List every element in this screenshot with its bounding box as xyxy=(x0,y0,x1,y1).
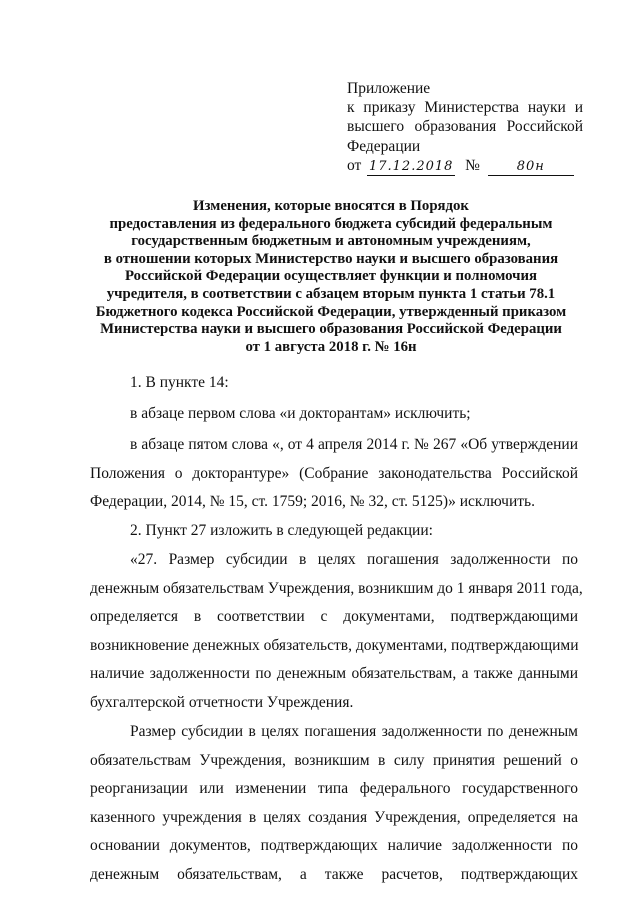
handwritten-order-number: 80н xyxy=(488,159,574,176)
paragraph-line: основании документов, подтверждающих наличие задолженности по xyxy=(90,837,578,854)
paragraph-line: бухгалтерской отчетности Учреждения. xyxy=(90,693,354,711)
paragraph-line: Размер субсидии в целях погашения задолженности по денежным xyxy=(130,723,578,740)
paragraph-text: 2. Пункт 27 изложить в следующей редакции: xyxy=(130,522,433,539)
title-line: Бюджетного кодекса Российской Федерации, утвержденный приказом xyxy=(95,303,567,320)
paragraph-line: денежным обязательствам, а также расчетов, подтверждающих xyxy=(90,865,578,883)
paragraph-abzac-fifth xyxy=(90,431,578,517)
title-line: государственным бюджетным и автономным учреждениям, xyxy=(131,233,531,250)
paragraph-line: в абзаце пятом слова «, от 4 апреля 2014 г. № 267 «Об утверждении xyxy=(130,436,578,453)
paragraph-line: Федерации, 2014, № 15, ст. 1759; 2016, № 32, ст. 5125)» исключить. xyxy=(90,493,535,510)
paragraph-text: в абзаце первом слова «и докторантам» исключить; xyxy=(130,405,471,422)
appendix-ministry-line: высшего образования Российской xyxy=(347,118,583,136)
paragraph-item-1 xyxy=(90,369,578,398)
paragraph-item-27 xyxy=(90,546,583,717)
title-line: учредителя, в соответствии с абзацем вторым пункта 1 статьи 78.1 xyxy=(106,285,556,302)
title-line: предоставления из федерального бюджета субсидий федеральным xyxy=(109,215,553,232)
title-line: Изменения, которые вносятся в Порядок xyxy=(193,198,469,214)
paragraph-line: обязательствам Учреждения, возникшим в силу принятия решений о xyxy=(90,751,578,769)
title-line: в отношении которых Министерство науки и высшего образования xyxy=(103,250,559,267)
number-sign: № xyxy=(465,156,480,174)
paragraph-line: Положения о докторантуре» (Собрание законодательства Российской xyxy=(90,464,578,482)
paragraph-text: 1. В пункте 14: xyxy=(130,374,229,391)
paragraph-line: денежным обязательствам Учреждения, возникшим до 1 января 2011 года, xyxy=(90,579,583,597)
paragraph-line: определяется в соответствии с документами, подтверждающими xyxy=(90,608,578,625)
document-title xyxy=(90,198,572,356)
appendix-label: Приложение xyxy=(347,80,431,97)
paragraph-line: «27. Размер субсидии в целях погашения задолженности по xyxy=(130,551,578,568)
from-label: от xyxy=(347,156,362,174)
paragraph-abzac-first xyxy=(90,400,578,429)
paragraph-item-2 xyxy=(90,517,578,546)
appendix-header xyxy=(347,79,583,176)
paragraph-reorganization xyxy=(90,718,578,889)
paragraph-line: реорганизации или изменении типа федерального государственного xyxy=(90,780,578,797)
paragraph-line: наличие задолженности по денежным обязательствам, а также данными xyxy=(90,665,578,682)
paragraph-line: казенного учреждения в целях создания Учреждения, определяется на xyxy=(90,808,578,826)
title-line: от 1 августа 2018 г. № 16н xyxy=(245,338,417,355)
title-line: Российской Федерации осуществляет функции и полномочия xyxy=(125,268,537,285)
paragraph-line: возникновение денежных обязательств, документами, подтверждающими xyxy=(90,636,579,654)
handwritten-date: 17.12.2018 xyxy=(368,158,454,174)
appendix-date-number-row xyxy=(347,156,583,176)
title-line: Министерства науки и высшего образования Российской Федерации xyxy=(100,321,562,338)
appendix-federation-line: Федерации xyxy=(347,137,421,155)
appendix-order-line: к приказу Министерства науки и xyxy=(347,99,583,117)
